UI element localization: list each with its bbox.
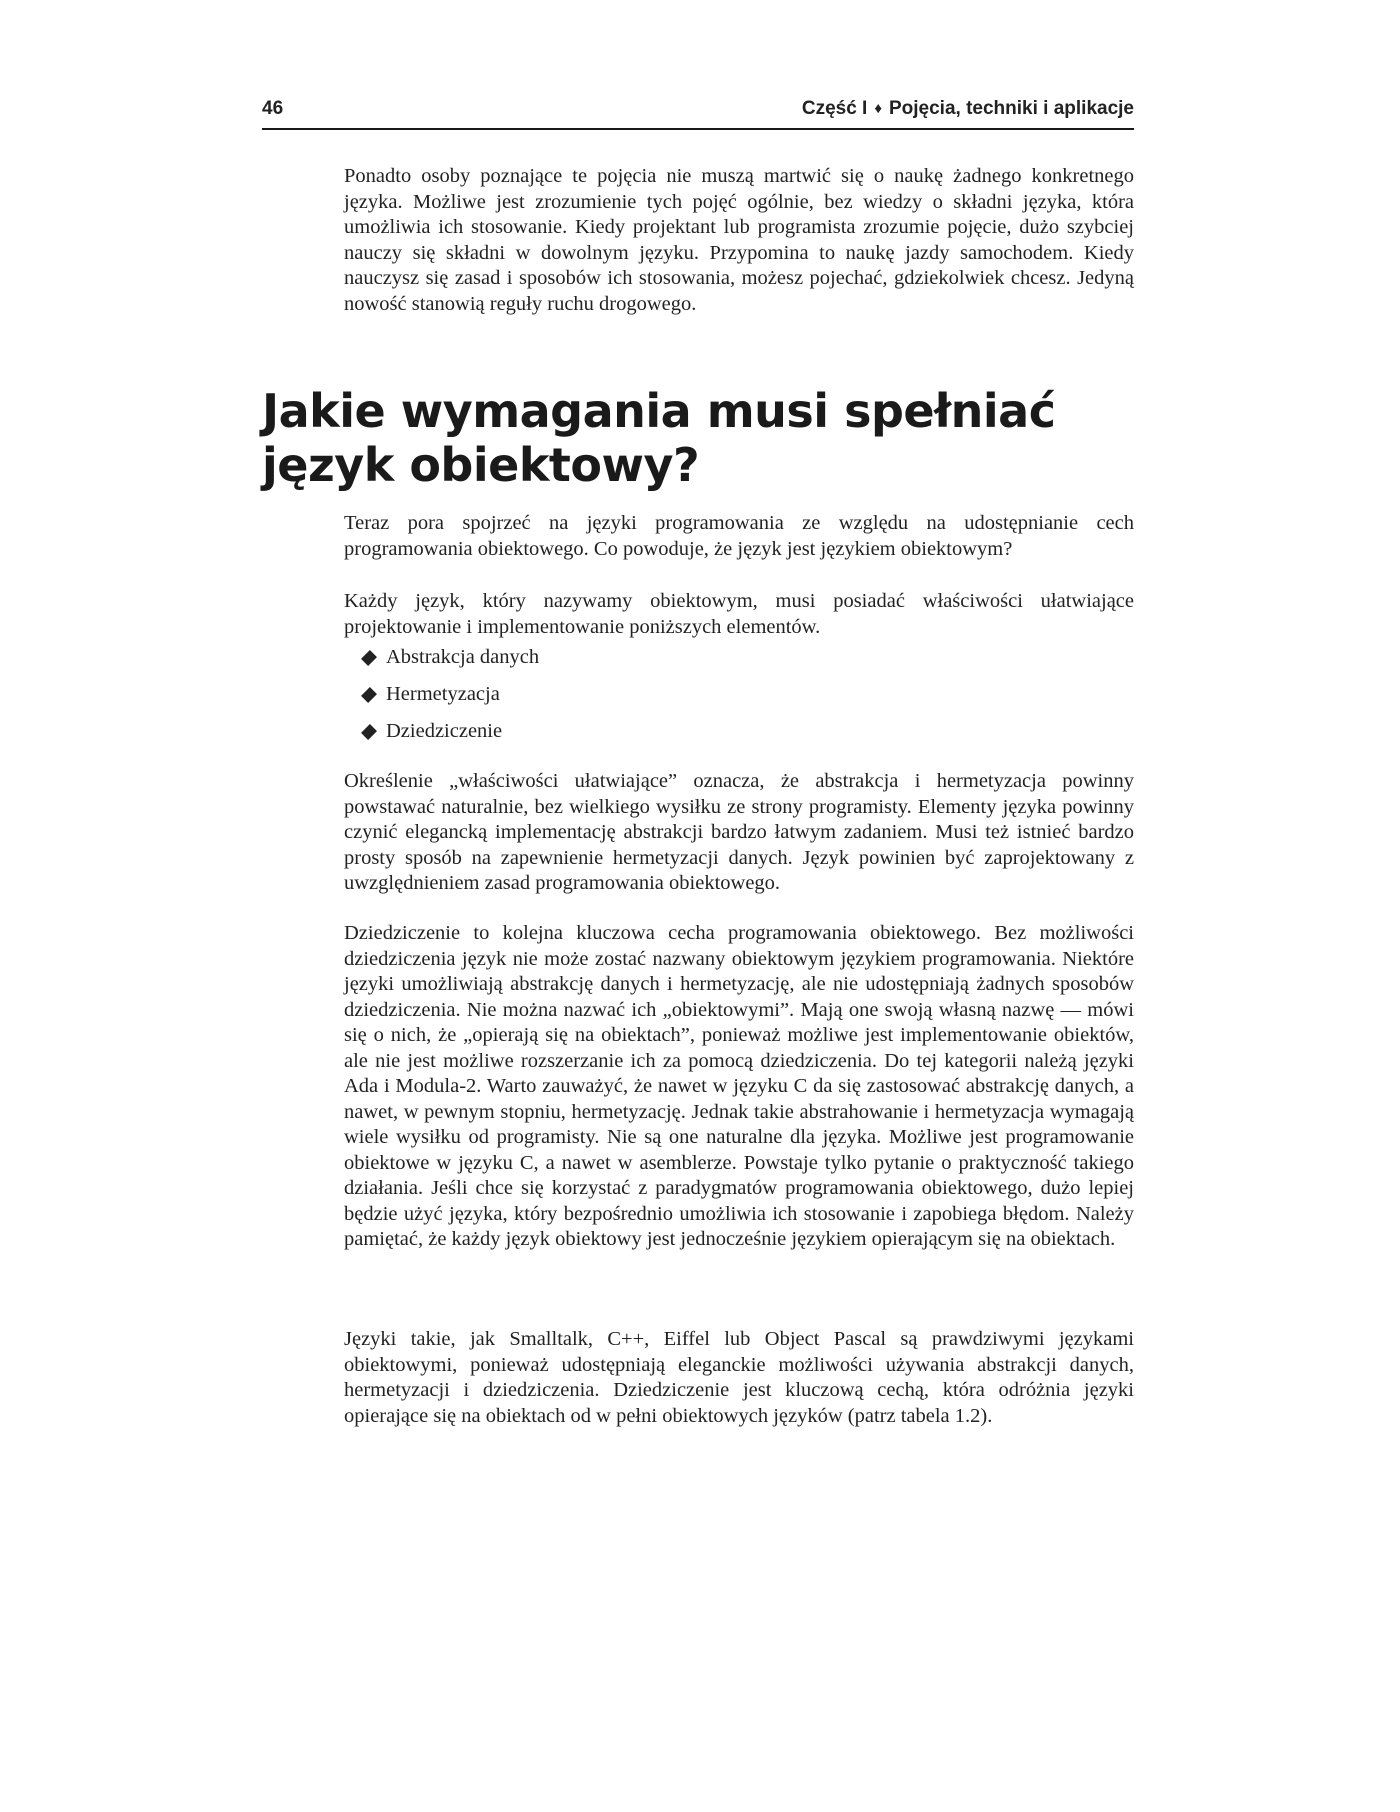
paragraph-1: Teraz pora spojrzeć na języki programowania ze względu na udostępnianie cech programowania obiektowego. Co powoduje, że język jest językiem obiektowym? bbox=[344, 512, 1134, 560]
running-header bbox=[262, 98, 1134, 130]
intro-paragraph: Ponadto osoby poznające te pojęcia nie muszą martwić się o naukę żadnego konkretnego języka. Możliwe jest zrozumienie tych pojęć ogólnie, bez wiedzy o składni języka, która umożliwia ich stosowanie. Kiedy projektant lub programista zrozumie pojęcie, dużo szybciej nauczy się składni w dowolnym języku. Przypomina to naukę jazdy samochodem. Kiedy nauczysz się zasad i sposobów ich stosowania, możesz pojechać, gdziekolwiek chcesz. Jedyną nowość stanowią reguły ruchu drogowego. bbox=[344, 165, 1134, 315]
diamond-bullet-icon bbox=[361, 724, 377, 740]
part-label: Część I bbox=[801, 98, 868, 119]
diamond-bullet-icon bbox=[361, 650, 377, 666]
diamond-bullet-icon bbox=[361, 687, 377, 703]
page-number: 46 bbox=[262, 98, 284, 119]
running-title bbox=[802, 98, 1134, 120]
diamond-separator-icon: ♦ bbox=[874, 100, 882, 117]
paragraph-3: Określenie „właściwości ułatwiające” oznacza, że abstrakcja i hermetyzacja powinny powstawać naturalnie, bez wielkiego wysiłku ze strony programisty. Elementy języka powinny czynić elegancką implementację abstrakcji bardzo łatwym zadaniem. Musi też istnieć bardzo prosty sposób na zapewnienie hermetyzacji danych. Język powinien być zaprojektowany z uwzględnieniem zasad programowania obiektowego. bbox=[344, 770, 1134, 894]
heading-line-2: język obiektowy? bbox=[262, 438, 700, 492]
heading-line-1: Jakie wymagania musi spełniać bbox=[262, 384, 1056, 438]
list-item-label: Dziedziczenie bbox=[386, 720, 503, 742]
list-item bbox=[362, 683, 539, 720]
paragraph-4: Dziedziczenie to kolejna kluczowa cecha programowania obiektowego. Bez możliwości dziedziczenia język nie może zostać nazwany obiektowym językiem programowania. Niektóre języki umożliwiają abstrakcję danych i hermetyzację, ale nie udostępniają żadnych sposobów dziedziczenia. Nie można nazwać ich „obiektowymi”. Mają one swoją własną nazwę — mówi się o nich, że „opierają się na obiektach”, ponieważ możliwe jest implementowanie obiektów, ale nie jest możliwe rozszerzanie ich za pomocą dziedziczenia. Do tej kategorii należą języki Ada i Modula-2. Warto zauważyć, że nawet w języku C da się zastosować abstrakcję danych, a nawet, w pewnym stopniu, hermetyzację. Jednak takie abstrahowanie i hermetyzacja wymagają wiele wysiłku od programisty. Nie są one naturalne dla języka. Możliwe jest programowanie obiektowe w języku C, a nawet w asemblerze. Powstaje tylko pytanie o praktyczność takiego działania. Jeśli chce się korzystać z paradygmatów programowania obiektowego, dużo lepiej będzie użyć języka, który bezpośrednio umożliwia ich stosowanie i zapobiega błędom. Należy pamiętać, że każdy język obiektowy jest jednocześnie językiem opierającym się na obiektach. bbox=[344, 922, 1134, 1250]
list-item bbox=[362, 720, 539, 757]
feature-list bbox=[362, 646, 539, 757]
section-title: Pojęcia, techniki i aplikacje bbox=[888, 98, 1134, 119]
list-item-label: Abstrakcja danych bbox=[386, 646, 540, 668]
paragraph-2: Każdy język, który nazywamy obiektowym, musi posiadać właściwości ułatwiające projektowanie i implementowanie poniższych elementów. bbox=[344, 590, 1134, 638]
list-item bbox=[362, 646, 539, 683]
section-heading bbox=[262, 384, 1134, 492]
list-item-label: Hermetyzacja bbox=[386, 683, 500, 705]
paragraph-5: Języki takie, jak Smalltalk, C++, Eiffel lub Object Pascal są prawdziwymi językami obiektowymi, ponieważ udostępniają eleganckie możliwości używania abstrakcji danych, hermetyzacji i dziedziczenia. Dziedziczenie jest kluczową cechą, która odróżnia języki opierające się na obiektach od w pełni obiektowych języków (patrz tabela 1.2). bbox=[344, 1328, 1134, 1427]
